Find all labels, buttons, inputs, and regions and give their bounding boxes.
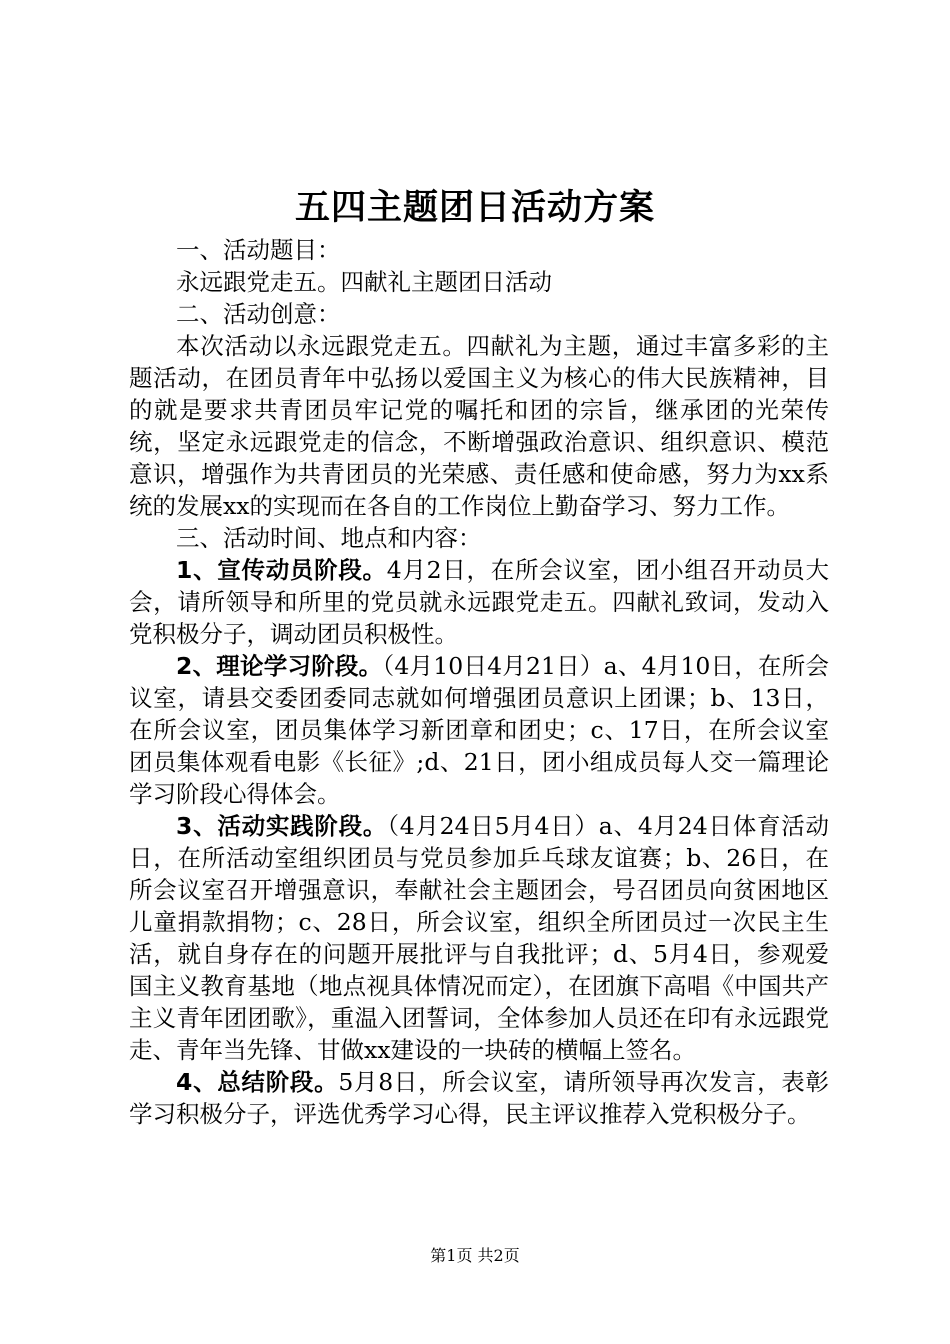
schedule-item-label: 2、理论学习阶段。 (176, 652, 383, 680)
schedule-item-text: 4月2日，在所会议室，团小组召开动员大会，请所领导和所里的党员就永远跟党走五。四献礼致词，发动入党积极分子，调动团员积极性。 (129, 556, 829, 648)
page-footer: 第1页 共2页 (430, 1246, 520, 1265)
schedule-item-text: 5月8日，所会议室，请所领导再次发言，表彰学习积极分子，评选优秀学习心得，民主评议推荐入党积极分子。 (129, 1068, 829, 1128)
schedule-item-practice (129, 810, 829, 1066)
schedule-item-label: 3、活动实践阶段。 (176, 812, 388, 840)
document-title: 五四主题团日活动方案 (294, 188, 655, 228)
schedule-item-text: （4月24日5月4日）a、4月24日体育活动日，在所活动室组织团员与党员参加乒乓球友谊赛；b、26日，在所会议室召开增强意识，奉献社会主题团会，号召团员向贫困地区儿童捐款捐物；c、28日，所会议室，组织全所团员过一次民主生活，就自身存在的问题开展批评与自我批评；d、5月4日，参观爱国主义教育基地（地点视具体情况而定），在团旗下高唱《中国共产主义青年团团歌》，重温入团誓词，全体参加人员还在印有永远跟党走、青年当先锋、甘做xx建设的一块砖的横幅上签名。 (129, 812, 829, 1064)
section-heading-topic: 一、活动题目： (176, 236, 341, 264)
section-text-topic: 永远跟党走五。四献礼主题团日活动 (176, 268, 552, 296)
schedule-item-summary (129, 1066, 829, 1130)
section-heading-schedule: 三、活动时间、地点和内容： (176, 524, 482, 552)
section-text-idea: 本次活动以永远跟党走五。四献礼为主题，通过丰富多彩的主题活动，在团员青年中弘扬以爱国主义为核心的伟大民族精神，目的就是要求共青团员牢记党的嘱托和团的宗旨，继承团的光荣传统，坚定永远跟党走的信念，不断增强政治意识、组织意识、模范意识，增强作为共青团员的光荣感、责任感和使命感，努力为xx系统的发展xx的实现而在各自的工作岗位上勤奋学习、努力工作。 (129, 332, 829, 520)
schedule-item-theory (129, 650, 829, 810)
section-heading-idea: 二、活动创意： (176, 300, 341, 328)
schedule-item-publicity (129, 554, 829, 650)
schedule-item-text: （4月10日4月21日）a、4月10日，在所会议室，请县交委团委同志就如何增强团员意识上团课；b、13日，在所会议室，团员集体学习新团章和团史；c、17日，在所会议室团员集体观看电影《长征》;d、21日，团小组成员每人交一篇理论学习阶段心得体会。 (129, 652, 829, 808)
schedule-item-label: 4、总结阶段。 (176, 1068, 339, 1096)
document-body (129, 234, 829, 1130)
schedule-item-label: 1、宣传动员阶段。 (176, 556, 387, 584)
